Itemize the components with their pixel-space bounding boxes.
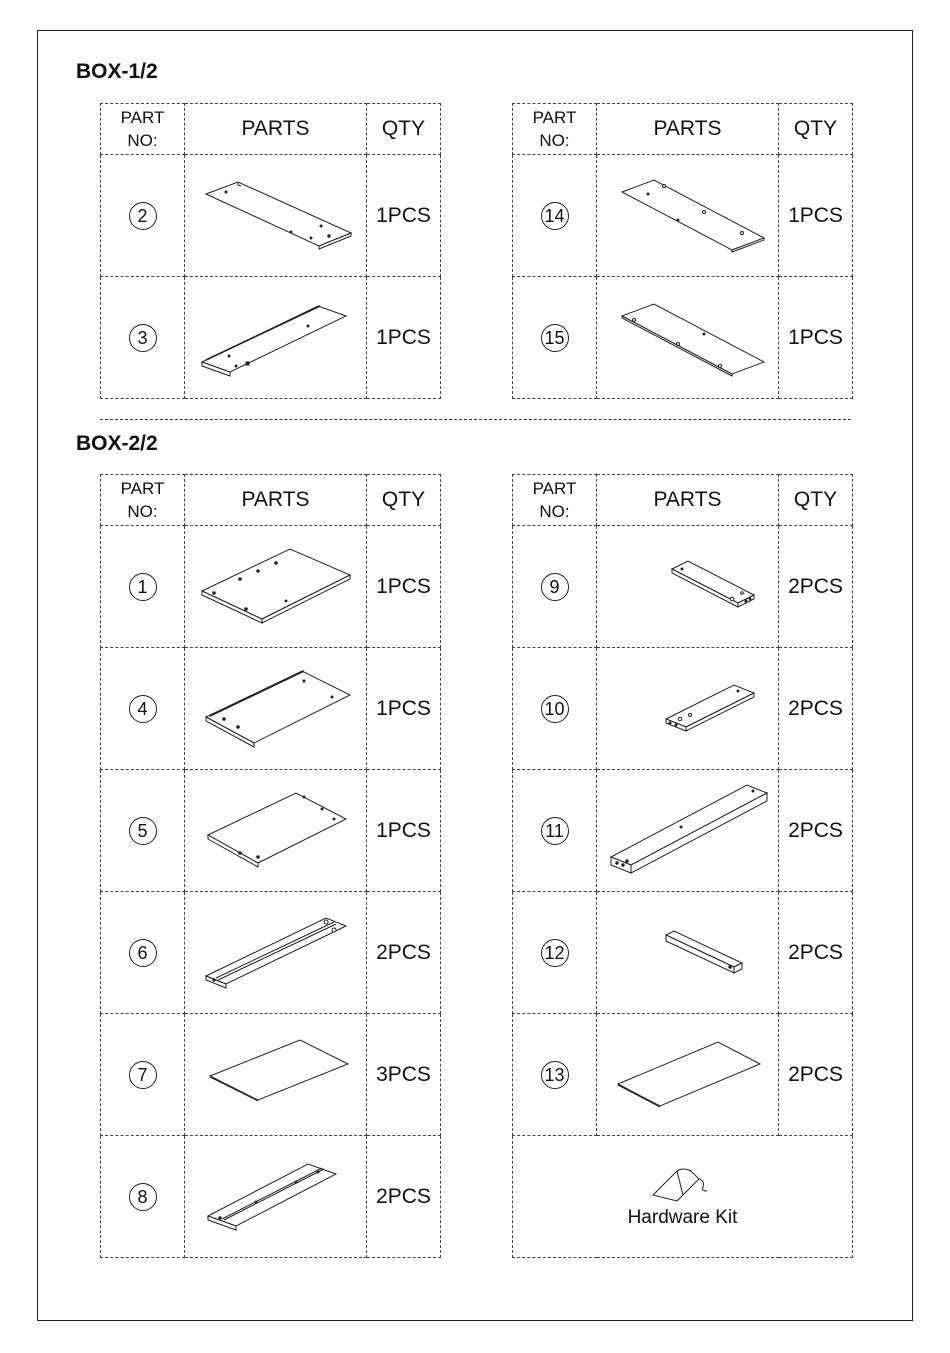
quantity: 1PCS <box>779 155 853 277</box>
parts-header: PARTS <box>597 104 779 155</box>
table-row <box>101 770 441 892</box>
part-number: 4 <box>101 648 185 770</box>
hardware-kit-bag-icon <box>643 1165 723 1205</box>
part-number: 6 <box>101 892 185 1014</box>
quantity: 2PCS <box>779 770 853 892</box>
table-row <box>513 1136 853 1258</box>
top-panel-1-icon <box>185 526 367 648</box>
qty-header: QTY <box>367 475 441 526</box>
table-header-row <box>513 475 853 526</box>
quantity: 2PCS <box>779 1014 853 1136</box>
part-no-header: PART NO: <box>513 475 597 526</box>
bottom-panel-4-icon <box>185 648 367 770</box>
table-row <box>101 648 441 770</box>
table-row <box>101 1136 441 1258</box>
table-row <box>101 155 441 277</box>
table-row <box>513 770 853 892</box>
hardware-kit-cell <box>513 1136 853 1258</box>
qty-header: QTY <box>779 104 853 155</box>
parts-header: PARTS <box>185 104 367 155</box>
part-no-header: PART NO: <box>101 475 185 526</box>
thin-back-board-7-icon <box>185 1014 367 1136</box>
box-2-right-table <box>512 474 853 1258</box>
part-number: 11 <box>513 770 597 892</box>
quantity: 1PCS <box>367 770 441 892</box>
table-row <box>101 1014 441 1136</box>
quantity: 2PCS <box>779 526 853 648</box>
table-header-row <box>101 104 441 155</box>
part-number: 1 <box>101 526 185 648</box>
part-number: 12 <box>513 892 597 1014</box>
table-row <box>513 892 853 1014</box>
table-row <box>101 277 441 399</box>
long-board-15-icon <box>597 277 779 399</box>
parts-header: PARTS <box>185 475 367 526</box>
part-number: 8 <box>101 1136 185 1258</box>
quantity: 3PCS <box>367 1014 441 1136</box>
hardware-kit-label: Hardware Kit <box>627 1206 738 1228</box>
long-rail-11-icon <box>597 770 779 892</box>
long-side-panel-3-icon <box>185 277 367 399</box>
quantity: 1PCS <box>367 526 441 648</box>
box-2-left-table <box>100 474 441 1258</box>
part-number: 2 <box>101 155 185 277</box>
long-board-14-icon <box>597 155 779 277</box>
part-number: 13 <box>513 1014 597 1136</box>
parts-header: PARTS <box>597 475 779 526</box>
short-board-10-icon <box>597 648 779 770</box>
section-divider <box>100 419 851 420</box>
box-1-title: BOX-1/2 <box>76 60 158 83</box>
box-1-right-table <box>512 103 853 399</box>
quantity: 2PCS <box>367 892 441 1014</box>
part-no-header: PART NO: <box>101 104 185 155</box>
quantity: 2PCS <box>367 1136 441 1258</box>
thin-board-13-icon <box>597 1014 779 1136</box>
shelf-panel-5-icon <box>185 770 367 892</box>
part-number: 15 <box>513 277 597 399</box>
quantity: 1PCS <box>367 155 441 277</box>
quantity: 1PCS <box>779 277 853 399</box>
part-number: 3 <box>101 277 185 399</box>
part-number: 9 <box>513 526 597 648</box>
table-row <box>513 526 853 648</box>
part-number: 5 <box>101 770 185 892</box>
box-2-title: BOX-2/2 <box>76 432 158 455</box>
box-1-left-table <box>100 103 441 399</box>
part-number: 7 <box>101 1014 185 1136</box>
table-row <box>513 648 853 770</box>
table-header-row <box>101 475 441 526</box>
table-row <box>101 892 441 1014</box>
qty-header: QTY <box>367 104 441 155</box>
quantity: 1PCS <box>367 648 441 770</box>
long-side-panel-2-icon <box>185 155 367 277</box>
part-no-header: PART NO: <box>513 104 597 155</box>
quantity: 2PCS <box>779 892 853 1014</box>
short-board-9-icon <box>597 526 779 648</box>
part-number: 14 <box>513 155 597 277</box>
quantity: 1PCS <box>367 277 441 399</box>
side-rail-6-icon <box>185 892 367 1014</box>
table-row <box>513 155 853 277</box>
table-header-row <box>513 104 853 155</box>
table-row <box>101 526 441 648</box>
part-number: 10 <box>513 648 597 770</box>
grooved-board-8-icon <box>185 1136 367 1258</box>
table-row <box>513 1014 853 1136</box>
quantity: 2PCS <box>779 648 853 770</box>
qty-header: QTY <box>779 475 853 526</box>
table-row <box>513 277 853 399</box>
small-bar-12-icon <box>597 892 779 1014</box>
